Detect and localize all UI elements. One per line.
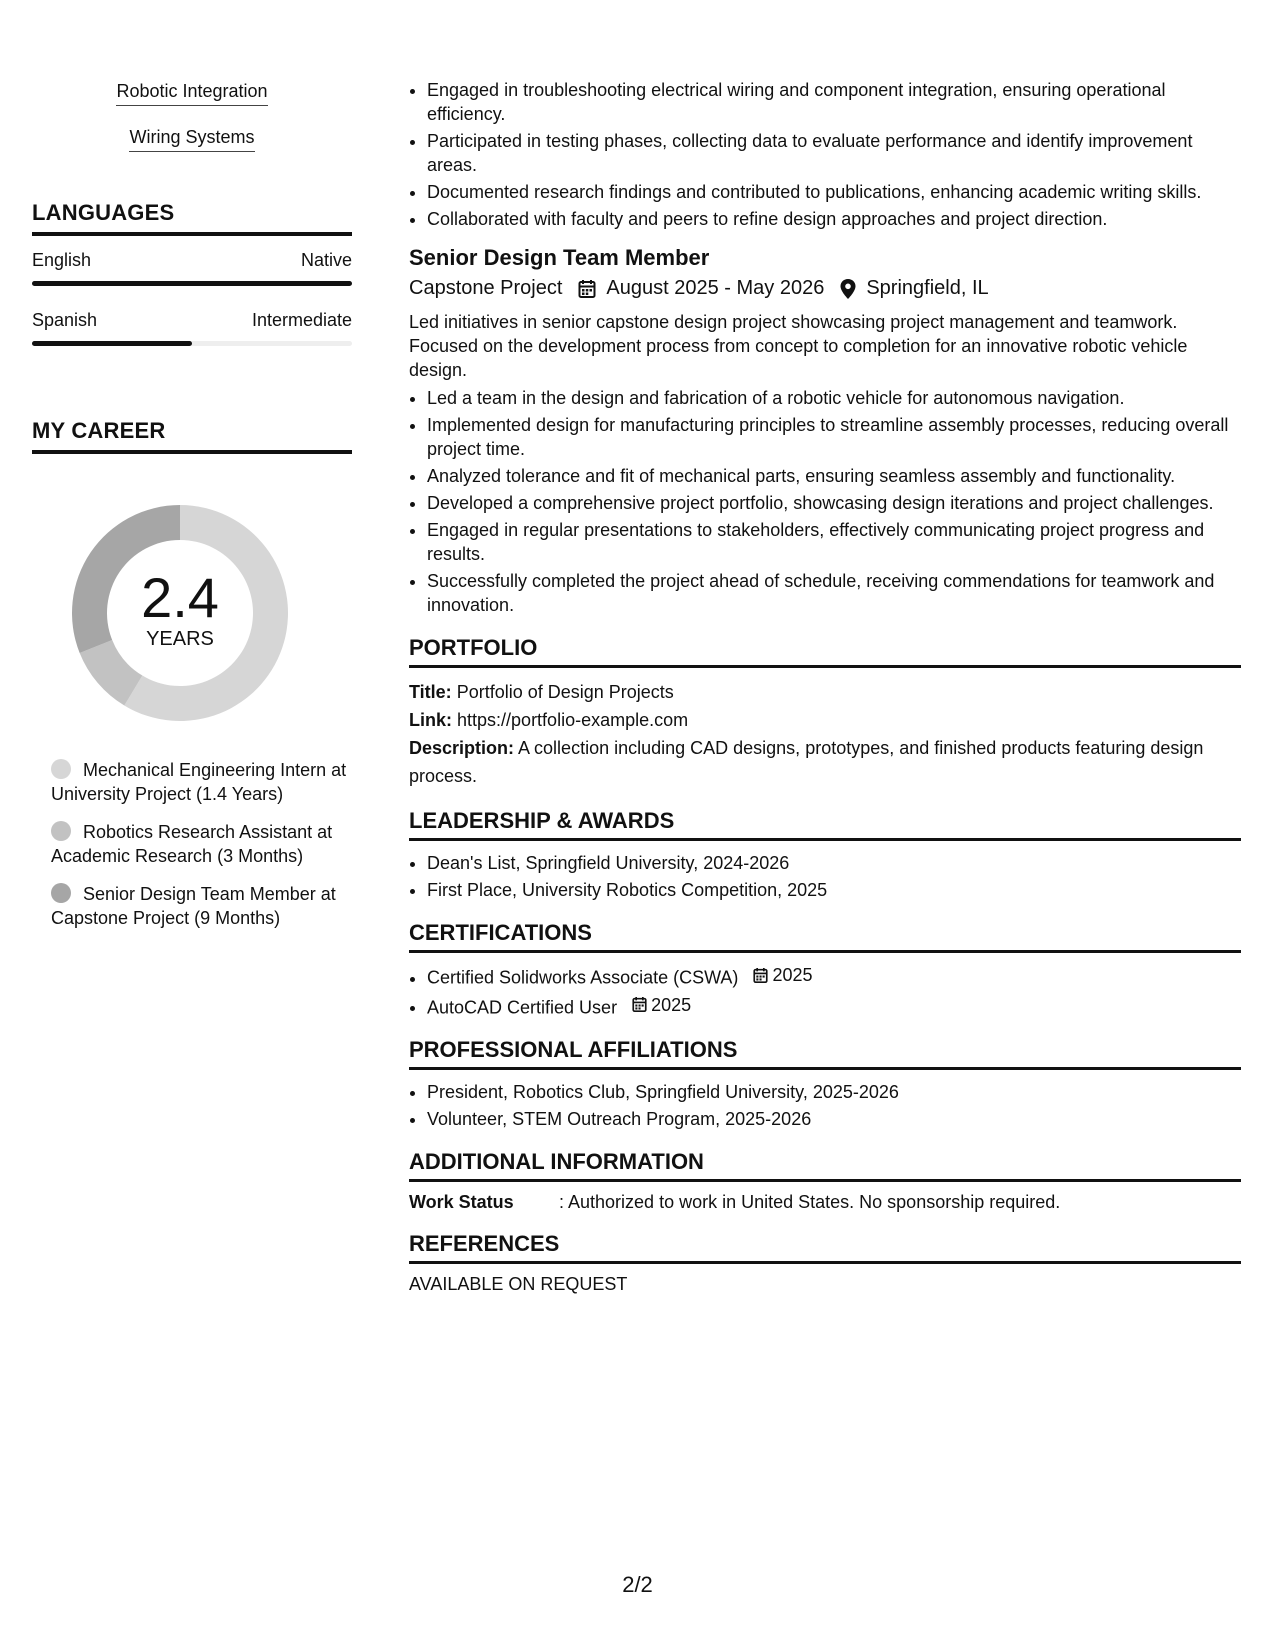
certification-item [427, 963, 1241, 990]
certification-item [427, 993, 1241, 1020]
certification-year: 2025 [772, 965, 813, 985]
portfolio-description-label: Description: [409, 738, 515, 758]
legend-dot-icon [51, 759, 71, 779]
career-total-unit: YEARS [146, 628, 214, 650]
portfolio-link-url[interactable]: https://portfolio-example.com [457, 710, 689, 730]
legend-dot-icon [51, 883, 71, 903]
portfolio-title [409, 678, 1241, 706]
calendar-icon [753, 967, 768, 984]
language-name: English [32, 250, 92, 270]
affiliation-item: • Volunteer, STEM Outreach Program, 2025-2026 [427, 1107, 1241, 1131]
leadership-heading: LEADERSHIP & AWARDS [409, 808, 1241, 841]
bullet-item: • Documented research findings and contributed to publications, enhancing academic writing skills. [427, 180, 1241, 204]
work-status-row [409, 1192, 1241, 1213]
language-proficiency-bar [32, 281, 352, 286]
references-text: AVAILABLE ON REQUEST [409, 1274, 628, 1294]
language-name: Spanish [32, 310, 98, 330]
job-dates: August 2025 - May 2026 [606, 277, 825, 299]
legend-dot-icon [51, 821, 71, 841]
certification-date [753, 963, 812, 987]
portfolio-link [409, 706, 1241, 734]
job-company: Capstone Project [409, 277, 563, 299]
career-legend-item [51, 882, 352, 930]
affiliations-list [409, 1080, 1241, 1131]
bullet-item: • Developed a comprehensive project portfolio, showcasing design iterations and project challenges. [427, 491, 1241, 515]
calendar-icon [578, 279, 596, 299]
right-column [409, 78, 1241, 1295]
bullet-item: • Analyzed tolerance and fit of mechanical parts, ensuring seamless assembly and functionality. [427, 464, 1241, 488]
leadership-list [409, 851, 1241, 902]
portfolio-link-label: Link: [409, 710, 452, 730]
career-total [65, 568, 295, 651]
award-item: • First Place, University Robotics Competition, 2025 [427, 878, 1241, 902]
job-description: Led initiatives in senior capstone design project showcasing project management and teamwork. Focused on the development process from concept to completion for an innovative robotic vehicle design. [409, 312, 1188, 380]
career-legend-item [51, 820, 352, 868]
work-status-label: Work Status [409, 1192, 514, 1212]
portfolio-title-value: Portfolio of Design Projects [456, 682, 674, 702]
previous-job-bullets [409, 78, 1241, 231]
references-heading: REFERENCES [409, 1231, 1241, 1264]
certification-name: AutoCAD Certified User [427, 997, 618, 1017]
language-proficiency-bar [32, 341, 352, 346]
career-legend-label: Robotics Research Assistant at Academic Research (3 Months) [51, 822, 333, 866]
job-title: Senior Design Team Member [409, 245, 710, 270]
affiliation-item: • President, Robotics Club, Springfield University, 2025-2026 [427, 1080, 1241, 1104]
language-proficiency-fill [32, 281, 352, 286]
career-heading: MY CAREER [32, 418, 352, 454]
work-status-value: : Authorized to work in United States. No sponsorship required. [559, 1192, 1061, 1212]
certifications-heading: CERTIFICATIONS [409, 920, 1241, 953]
certification-name: Certified Solidworks Associate (CSWA) [427, 967, 739, 988]
calendar-icon [632, 996, 647, 1013]
languages-heading: LANGUAGES [32, 200, 352, 236]
bullet-item: • Collaborated with faculty and peers to refine design approaches and project direction. [427, 207, 1241, 231]
bullet-item: • Successfully completed the project ahead of schedule, receiving commendations for teamwork and innovation. [427, 569, 1241, 617]
language-level: Native [300, 250, 352, 270]
language-proficiency-fill [32, 341, 192, 346]
portfolio-title-label: Title: [409, 682, 452, 702]
bullet-item: • Participated in testing phases, collecting data to evaluate performance and identify improvement areas. [427, 129, 1241, 177]
certification-year: 2025 [651, 994, 692, 1015]
language-item [32, 310, 352, 346]
certifications-list [409, 963, 1241, 1019]
page-number: 2/2 [622, 1572, 653, 1597]
certification-date [632, 993, 691, 1017]
location-pin-icon [840, 279, 856, 299]
portfolio-description-value: A collection including CAD designs, prototypes, and finished products featuring design process. [409, 738, 1204, 786]
language-level: Intermediate [251, 310, 352, 330]
skill-link[interactable]: Wiring Systems [129, 126, 254, 152]
left-column [32, 80, 352, 944]
career-legend-label: Senior Design Team Member at Capstone Project (9 Months) [51, 884, 336, 928]
affiliations-heading: PROFESSIONAL AFFILIATIONS [409, 1037, 1241, 1070]
job-bullets [409, 386, 1241, 617]
bullet-item: • Led a team in the design and fabrication of a robotic vehicle for autonomous navigation. [427, 386, 1241, 410]
career-legend-label: Mechanical Engineering Intern at University Project (1.4 Years) [51, 760, 347, 804]
job-meta [409, 277, 1241, 300]
language-item [32, 250, 352, 286]
skill-link[interactable]: Robotic Integration [116, 80, 267, 106]
portfolio-description [409, 734, 1241, 790]
bullet-item: • Engaged in troubleshooting electrical wiring and component integration, ensuring operational efficiency. [427, 78, 1241, 126]
career-total-value: 2.4 [141, 566, 219, 629]
job-location: Springfield, IL [866, 277, 989, 299]
career-legend-item [51, 758, 352, 806]
portfolio-heading: PORTFOLIO [409, 635, 1241, 668]
additional-info-heading: ADDITIONAL INFORMATION [409, 1149, 1241, 1182]
bullet-item: • Engaged in regular presentations to stakeholders, effectively communicating project progress and results. [427, 518, 1241, 566]
award-item: • Dean's List, Springfield University, 2024-2026 [427, 851, 1241, 875]
bullet-item: • Implemented design for manufacturing principles to streamline assembly processes, reducing overall project time. [427, 413, 1241, 461]
career-legend [32, 758, 352, 930]
career-donut-chart [65, 498, 295, 728]
